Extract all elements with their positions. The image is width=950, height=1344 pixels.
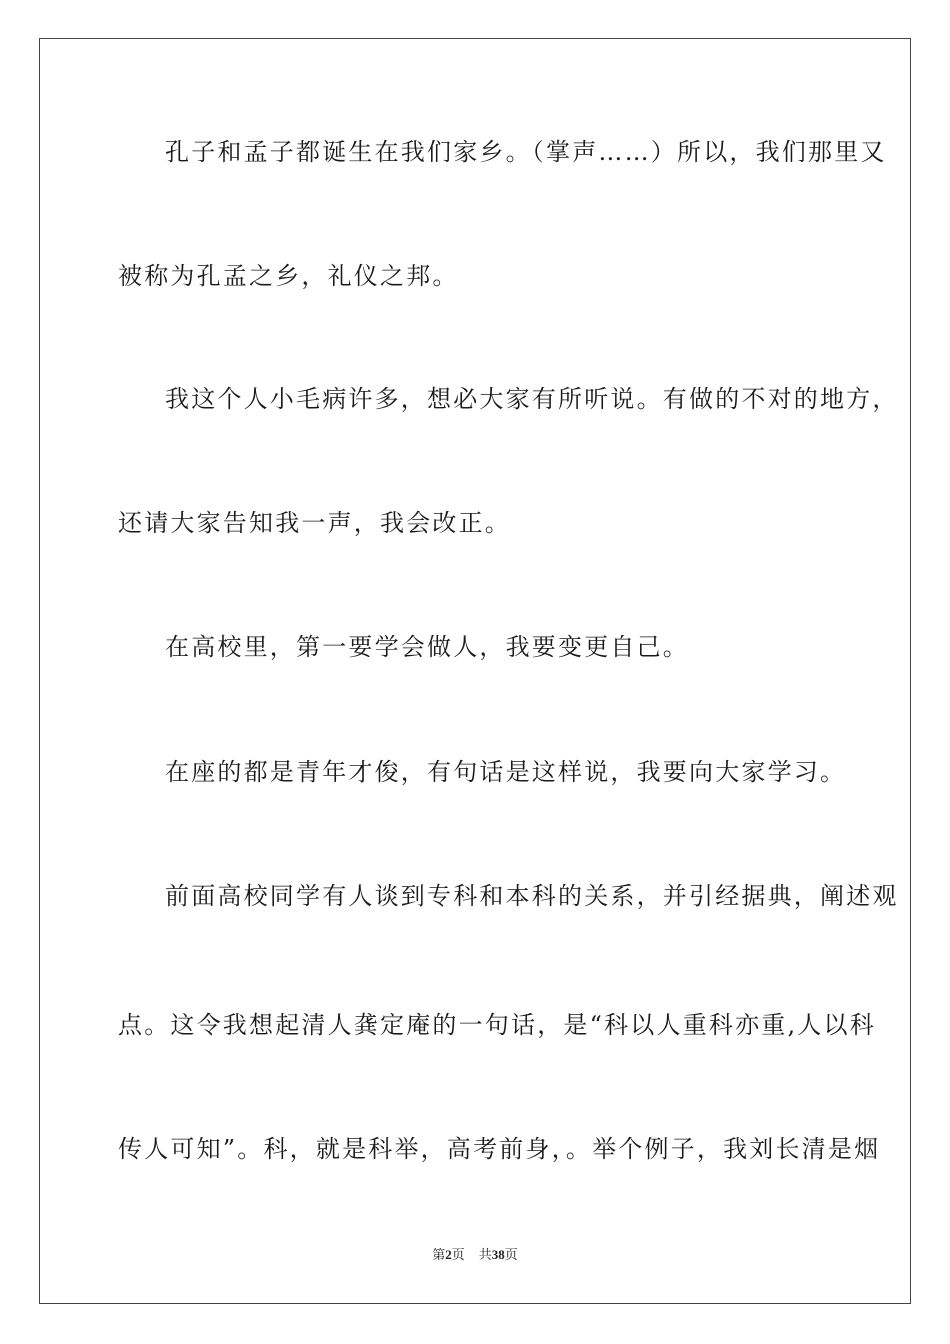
paragraph-2-line-1: 我这个人小毛病许多，想必大家有所听说。有做的不对的地方， <box>165 385 899 413</box>
paragraph-4: 在座的都是青年才俊，有句话是这样说，我要向大家学习。 <box>165 758 847 786</box>
page-prefix: 第 <box>432 1248 446 1263</box>
page-footer <box>0 1247 950 1264</box>
total-suffix: 页 <box>504 1248 518 1263</box>
paragraph-1-line-2: 被称为孔孟之乡，礼仪之邦。 <box>118 262 459 290</box>
total-prefix: 共 <box>478 1248 492 1263</box>
paragraph-2-line-2: 还请大家告知我一声，我会改正。 <box>118 509 511 537</box>
paragraph-5-line-3: 传人可知”。科，就是科举，高考前身，。举个例子，我刘长清是烟 <box>118 1135 881 1163</box>
paragraph-5-line-2: 点。这令我想起清人龚定庵的一句话，是“科以人重科亦重,人以科 <box>118 1011 876 1039</box>
page-suffix: 页 <box>451 1248 465 1263</box>
total-pages: 38 <box>491 1247 505 1262</box>
page-number: 2 <box>445 1247 452 1262</box>
paragraph-1-line-1: 孔子和孟子都诞生在我们家乡。（掌声……）所以，我们那里又 <box>165 138 887 166</box>
page-border <box>39 38 911 1304</box>
paragraph-3: 在高校里，第一要学会做人，我要变更自己。 <box>165 633 689 661</box>
paragraph-5-line-1: 前面高校同学有人谈到专科和本科的关系，并引经据典，阐述观 <box>165 882 899 910</box>
